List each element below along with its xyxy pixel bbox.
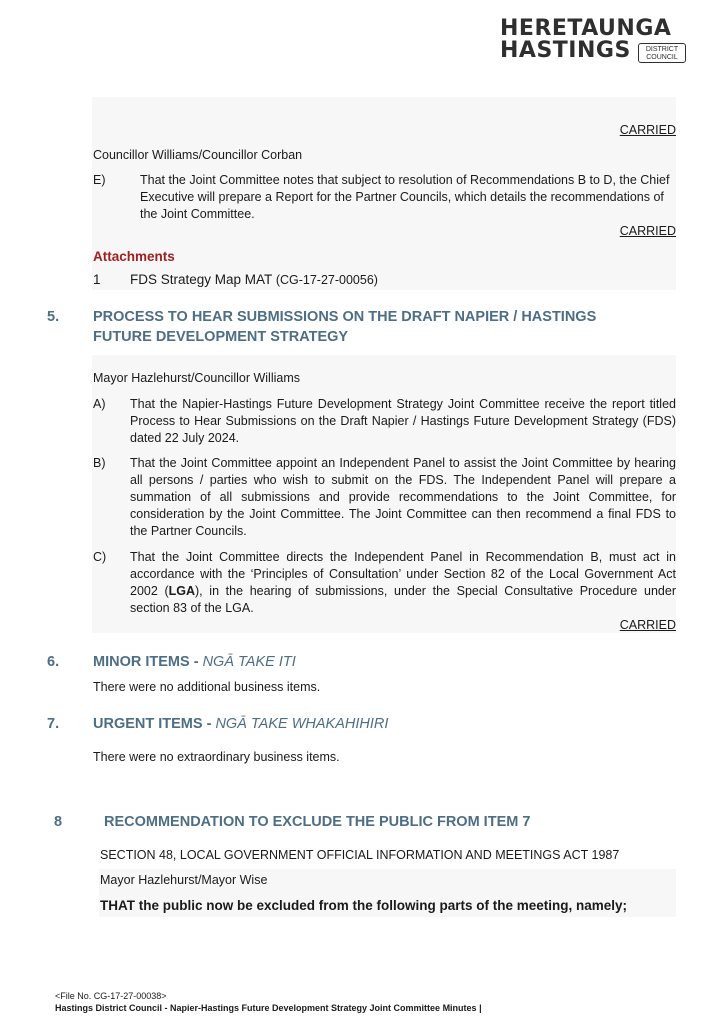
- item-title: [93, 652, 653, 672]
- item-title: RECOMMENDATION TO EXCLUDE THE PUBLIC FROM ITEM 7: [104, 814, 531, 830]
- recommendation-b: [93, 455, 683, 543]
- attachment-row: [93, 272, 378, 287]
- item-number: 8: [54, 814, 63, 830]
- rec-text: That the Napier-Hastings Future Development Strategy Joint Committee receive the report titled Process to Hear Submissions on the Draft Napier / Hastings Future Development Strategy (FDS) dated 22 July 2024.: [130, 397, 676, 445]
- attachment-number: 1: [93, 272, 101, 287]
- item6-heading: [47, 652, 667, 672]
- item-title: PROCESS TO HEAR SUBMISSIONS ON THE DRAFT NAPIER / HASTINGS FUTURE DEVELOPMENT STRATEGY: [93, 309, 597, 345]
- item7-text: There were no extraordinary business items.: [93, 750, 340, 764]
- item-number: 6.: [47, 654, 60, 670]
- rec-letter: C): [93, 550, 107, 564]
- item-title-maori: NGĀ TAKE ITI: [202, 654, 296, 670]
- carried-label: CARRIED: [619, 123, 676, 137]
- logo-line-1: HERETAUNGA: [500, 16, 672, 41]
- item-title-en: MINOR ITEMS -: [93, 654, 203, 670]
- rec-text-part: ), in the hearing of submissions, under the Special Consultative Procedure under section 83 of the LGA.: [130, 584, 676, 615]
- logo-district-box: DISTRICT COUNCIL: [638, 43, 686, 63]
- exclusion-resolution: THAT the public now be excluded from the following parts of the meeting, namely;: [100, 898, 628, 913]
- recommendation-c: [93, 549, 683, 619]
- attachment-title: FDS Strategy Map MAT: [130, 272, 273, 287]
- rec-letter: B): [93, 456, 106, 470]
- item-title-en: URGENT ITEMS -: [93, 716, 216, 732]
- item-title: [93, 714, 653, 734]
- item-title-maori: NGĀ TAKE WHAKAHIHIRI: [215, 716, 389, 732]
- rec-text: [130, 549, 676, 617]
- movers: Mayor Hazlehurst/Councillor Williams: [93, 371, 300, 385]
- council-logo: [500, 18, 690, 68]
- recommendation-e: [93, 172, 683, 227]
- item5-heading: [47, 307, 667, 349]
- rec-text-part: That the Joint Committee directs the Independent Panel in Recommendation B, must act in accordance with the ‘Principles of Consultation’ under Section 82 of the Local Government Act 2002 (: [130, 550, 676, 598]
- carried-label: CARRIED: [619, 224, 676, 238]
- rec-letter: E): [93, 173, 106, 187]
- attachments-heading: Attachments: [93, 249, 175, 264]
- footer: [55, 990, 655, 1014]
- movers: Councillor Williams/Councillor Corban: [93, 148, 303, 162]
- rec-text: That the Joint Committee appoint an Independent Panel to assist the Joint Committee by hearing all persons / parties who wish to submit on the FDS. The Independent Panel will prepare a summation of all submissions and provide recommendations to the Joint Committee, for consideration by the Joint Committee. The Joint Committee can then recommend a final FDS to the Partner Councils.: [130, 456, 676, 538]
- recommendation-a: [93, 396, 683, 448]
- footer-title: Hastings District Council - Napier-Hastings Future Development Strategy Joint Committee Minutes |: [55, 1003, 482, 1013]
- logo-line-2: HASTINGS: [500, 38, 631, 63]
- item7-heading: [47, 714, 667, 734]
- rec-text: That the Joint Committee notes that subject to resolution of Recommendations B to D, the Chief Executive will prepare a Report for the Partner Councils, which details the recommendations of the Joint Committee.: [140, 173, 670, 221]
- section-reference: SECTION 48, LOCAL GOVERNMENT OFFICIAL INFORMATION AND MEETINGS ACT 1987: [100, 848, 620, 862]
- attachment-ref: (CG-17-27-00056): [275, 273, 378, 287]
- carried-label: CARRIED: [619, 618, 676, 632]
- rec-text-abbrev: LGA: [168, 584, 196, 598]
- rec-letter: A): [93, 397, 106, 411]
- item8-heading: [54, 812, 674, 832]
- item6-text: There were no additional business items.: [93, 680, 321, 694]
- footer-file-no: <File No. CG-17-27-00038>: [55, 991, 167, 1001]
- item-number: 5.: [47, 309, 60, 325]
- item-number: 7.: [47, 716, 60, 732]
- movers: Mayor Hazlehurst/Mayor Wise: [100, 873, 268, 887]
